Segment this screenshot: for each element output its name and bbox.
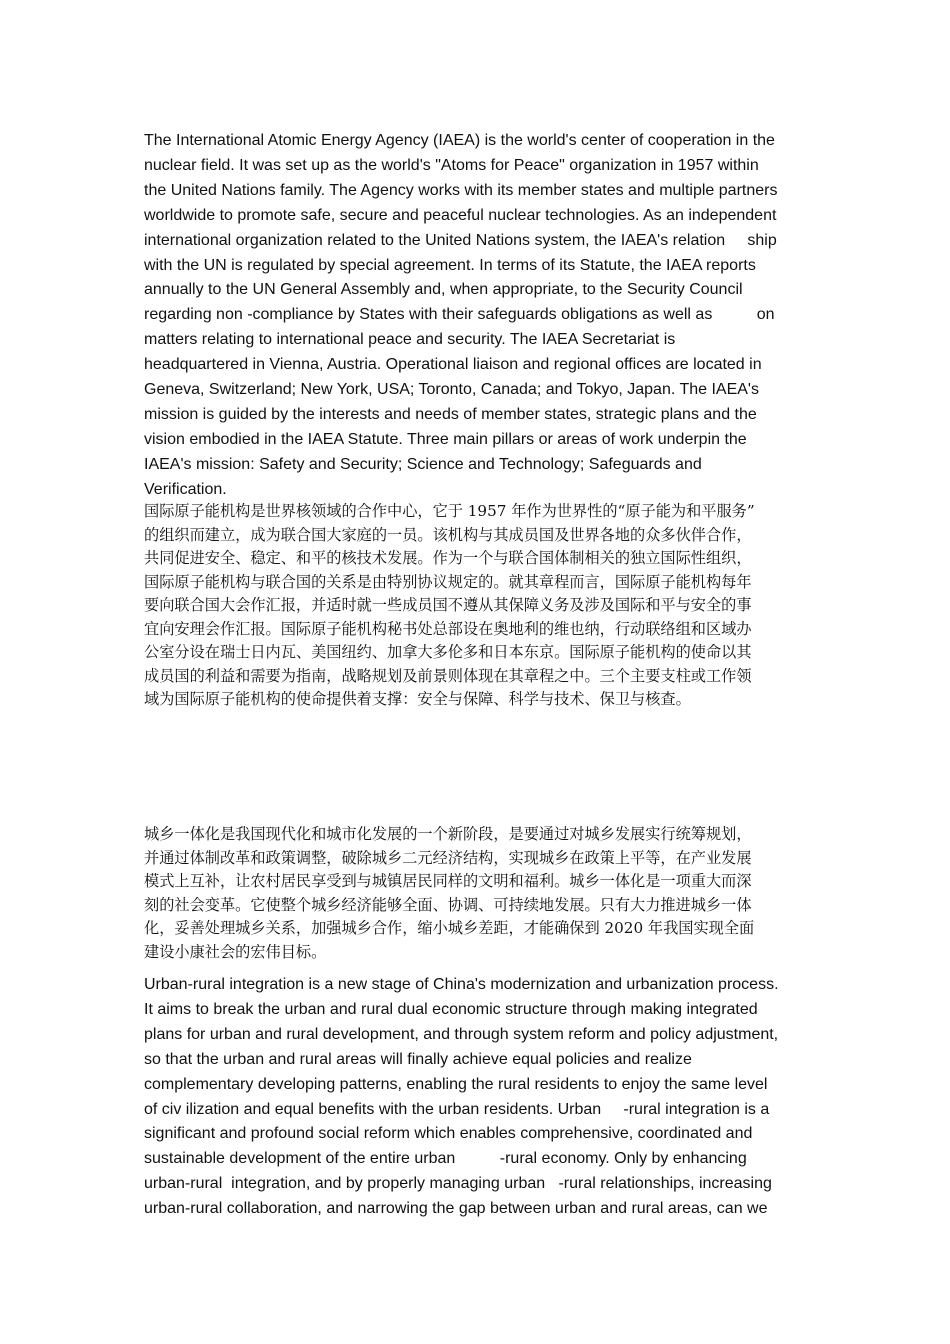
text-line: 化，妥善处理城乡关系，加强城乡合作，缩小城乡差距，才能确保到 2020 年我国实现全面 [144,919,755,937]
text-line: significant and profound social reform which enables comprehensive, coordinated and [144,1125,753,1143]
text-line: so that the urban and rural areas will finally achieve equal policies and realize [144,1050,692,1068]
text-line: the United Nations family. The Agency works with its member states and multiple partners [144,181,778,199]
text-line: mission is guided by the interests and needs of member states, strategic plans and the [144,405,757,423]
text-line: 建设小康社会的宏伟目标。 [144,942,327,961]
text-line: plans for urban and rural development, and through system reform and policy adjustment, [144,1025,779,1043]
paragraph-iaea-english [144,129,814,503]
text-line: IAEA's mission: Safety and Security; Science and Technology; Safeguards and [144,455,702,473]
text-line: regarding non -compliance by States with their safeguards obligations as well as on [144,306,775,324]
text-line: 公室分设在瑞士日内瓦、美国纽约、加拿大多伦多和日本东京。国际原子能机构的使命以其 [144,643,752,661]
paragraph-iaea-chinese [144,500,814,712]
text-line: vision embodied in the IAEA Statute. Three main pillars or areas of work underpin the [144,430,747,448]
text-line: 并通过体制改革和政策调整，破除城乡二元经济结构，实现城乡在政策上平等，在产业发展 [144,848,752,867]
text-line: Urban-rural integration is a new stage of China's modernization and urbanization process. [144,976,779,993]
text-line: 国际原子能机构是世界核领域的合作中心，它于 1957 年作为世界性的“原子能为和平服务” [144,502,755,520]
text-line: worldwide to promote safe, secure and peaceful nuclear technologies. As an independent [144,206,777,224]
text-line: 要向联合国大会作汇报，并适时就一些成员国不遵从其保障义务及涉及国际和平与安全的事 [144,596,752,614]
text-line: Verification. [144,480,227,498]
text-line: sustainable development of the entire urban -rural economy. Only by enhancing [144,1150,747,1168]
text-line: annually to the UN General Assembly and, when appropriate, to the Security Council [144,281,743,299]
text-line: nuclear field. It was set up as the world's "Atoms for Peace" organization in 1957 within [144,156,759,174]
text-line: It aims to break the urban and rural dual economic structure through making integrated [144,1000,758,1018]
text-line: 共同促进安全、稳定、和平的核技术发展。作为一个与联合国体制相关的独立国际性组织， [144,549,752,567]
text-line: Geneva, Switzerland; New York, USA; Toronto, Canada; and Tokyo, Japan. The IAEA's [144,381,759,399]
text-line: international organization related to the United Nations system, the IAEA's relation ship [144,231,777,249]
text-line: 国际原子能机构与联合国的关系是由特别协议规定的。就其章程而言，国际原子能机构每年 [144,572,752,591]
text-line: 模式上互补，让农村居民享受到与城镇居民同样的文明和福利。城乡一体化是一项重大而深 [144,872,752,890]
text-line: headquartered in Vienna, Austria. Operational liaison and regional offices are located in [144,356,762,374]
paragraph-urban-rural-english [144,973,814,1222]
text-line: 城乡一体化是我国现代化和城市化发展的一个新阶段，是要通过对城乡发展实行统筹规划， [144,825,752,843]
text-line: 的组织而建立，成为联合国大家庭的一员。该机构与其成员国及世界各地的众多伙伴合作， [144,525,752,544]
text-line: complementary developing patterns, enabling the rural residents to enjoy the same level [144,1075,768,1093]
text-line: of civ ilization and equal benefits with the urban residents. Urban -rural integration is a [144,1100,770,1118]
text-line: The International Atomic Energy Agency (IAEA) is the world's center of cooperation in the [144,132,775,149]
text-line: urban-rural collaboration, and narrowing the gap between urban and rural areas, can we [144,1200,768,1218]
text-line: with the UN is regulated by special agreement. In terms of its Statute, the IAEA reports [144,256,756,274]
text-line: 宜向安理会作汇报。国际原子能机构秘书处总部设在奥地利的维也纳，行动联络组和区域办 [144,619,752,638]
text-line: matters relating to international peace and security. The IAEA Secretariat is [144,331,676,349]
text-line: 域为国际原子能机构的使命提供着支撑：安全与保障、科学与技术、保卫与核查。 [144,690,691,708]
text-line: urban-rural integration, and by properly managing urban -rural relationships, increasing [144,1175,772,1193]
text-line: 成员国的利益和需要为指南，战略规划及前景则体现在其章程之中。三个主要支柱或工作领 [144,666,752,685]
paragraph-urban-rural-chinese [144,823,814,964]
text-line: 刻的社会变革。它使整个城乡经济能够全面、协调、可持续地发展。只有大力推进城乡一体 [144,895,752,914]
